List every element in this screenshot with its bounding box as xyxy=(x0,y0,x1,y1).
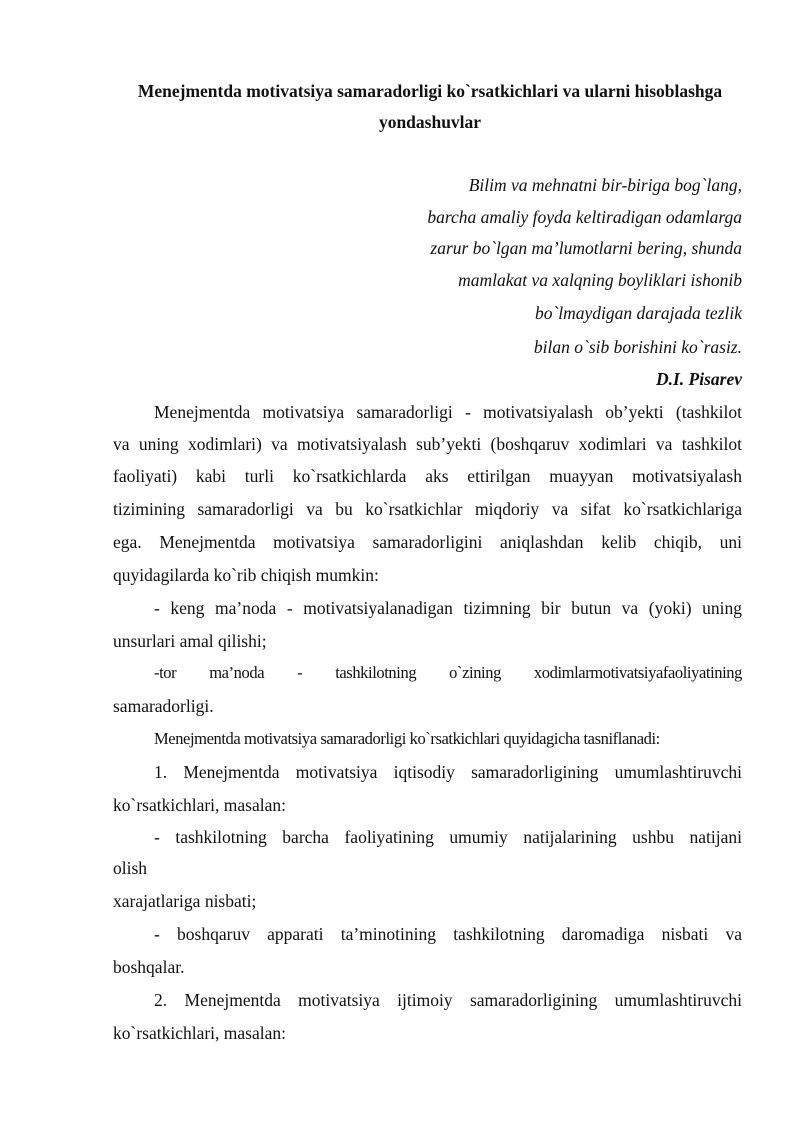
epigraph-line: zarur bo`lgan ma’lumotlarni bering, shunda xyxy=(430,238,742,258)
body-line: faoliyati) kabi turli ko`rsatkichlarda aks ettirilgan muayyan motivatsiyalash xyxy=(113,466,742,486)
body-line: quyidagilarda ko`rib chiqish mumkin: xyxy=(113,565,379,585)
body-line: ko`rsatkichlari, masalan: xyxy=(113,1023,286,1043)
body-line: - tashkilotning barcha faoliyatining umumiy natijalarining ushbu natijani xyxy=(154,827,742,847)
body-line: boshqalar. xyxy=(113,957,185,977)
body-line: - boshqaruv apparati ta’minotining tashkilotning daromadiga nisbati va xyxy=(154,924,742,944)
body-line: Menejmentda motivatsiya samaradorligi ko`rsatkichlari quyidagicha tasniflanadi: xyxy=(154,729,660,748)
title-line-2: yondashuvlar xyxy=(378,112,482,132)
epigraph-line: bilan o`sib borishini ko`rasiz. xyxy=(533,337,742,357)
epigraph-line: Bilim va mehnatni bir-biriga bog`lang, xyxy=(468,175,742,195)
body-line: olish xyxy=(113,858,148,878)
epigraph-author: D.I. Pisarev xyxy=(655,369,742,389)
title-line-1: Menejmentda motivatsiya samaradorligi ko`rsatkichlari va ularni hisoblashga xyxy=(137,81,723,101)
epigraph-line: mamlakat va xalqning boyliklari ishonib xyxy=(458,270,742,290)
body-line: Menejmentda motivatsiya samaradorligi - motivatsiyalash ob’yekti (tashkilot xyxy=(154,402,742,422)
body-line: samaradorligi. xyxy=(113,696,214,716)
body-line: ega. Menejmentda motivatsiya samaradorligini aniqlashdan kelib chiqib, uni xyxy=(113,532,742,552)
body-line: -tor ma’noda - tashkilotning o`zining xodimlarmotivatsiyafaoliyatining xyxy=(154,663,742,682)
body-line: unsurlari amal qilishi; xyxy=(113,631,267,651)
body-line: - keng ma’noda - motivatsiyalanadigan tizimning bir butun va (yoki) uning xyxy=(154,598,742,618)
body-line: xarajatlariga nisbati; xyxy=(113,891,257,911)
body-line: ko`rsatkichlari, masalan: xyxy=(113,795,286,815)
body-line: 2. Menejmentda motivatsiya ijtimoiy samaradorligining umumlashtiruvchi xyxy=(154,990,742,1010)
body-line: va uning xodimlari) va motivatsiyalash sub’yekti (boshqaruv xodimlari va tashkilot xyxy=(113,434,742,454)
body-line: tizimining samaradorligi va bu ko`rsatkichlar miqdoriy va sifat ko`rsatkichlariga xyxy=(113,499,742,519)
epigraph-line: bo`lmaydigan darajada tezlik xyxy=(534,303,742,323)
epigraph-line: barcha amaliy foyda keltiradigan odamlarga xyxy=(427,207,742,227)
body-line: 1. Menejmentda motivatsiya iqtisodiy samaradorligining umumlashtiruvchi xyxy=(154,762,742,782)
